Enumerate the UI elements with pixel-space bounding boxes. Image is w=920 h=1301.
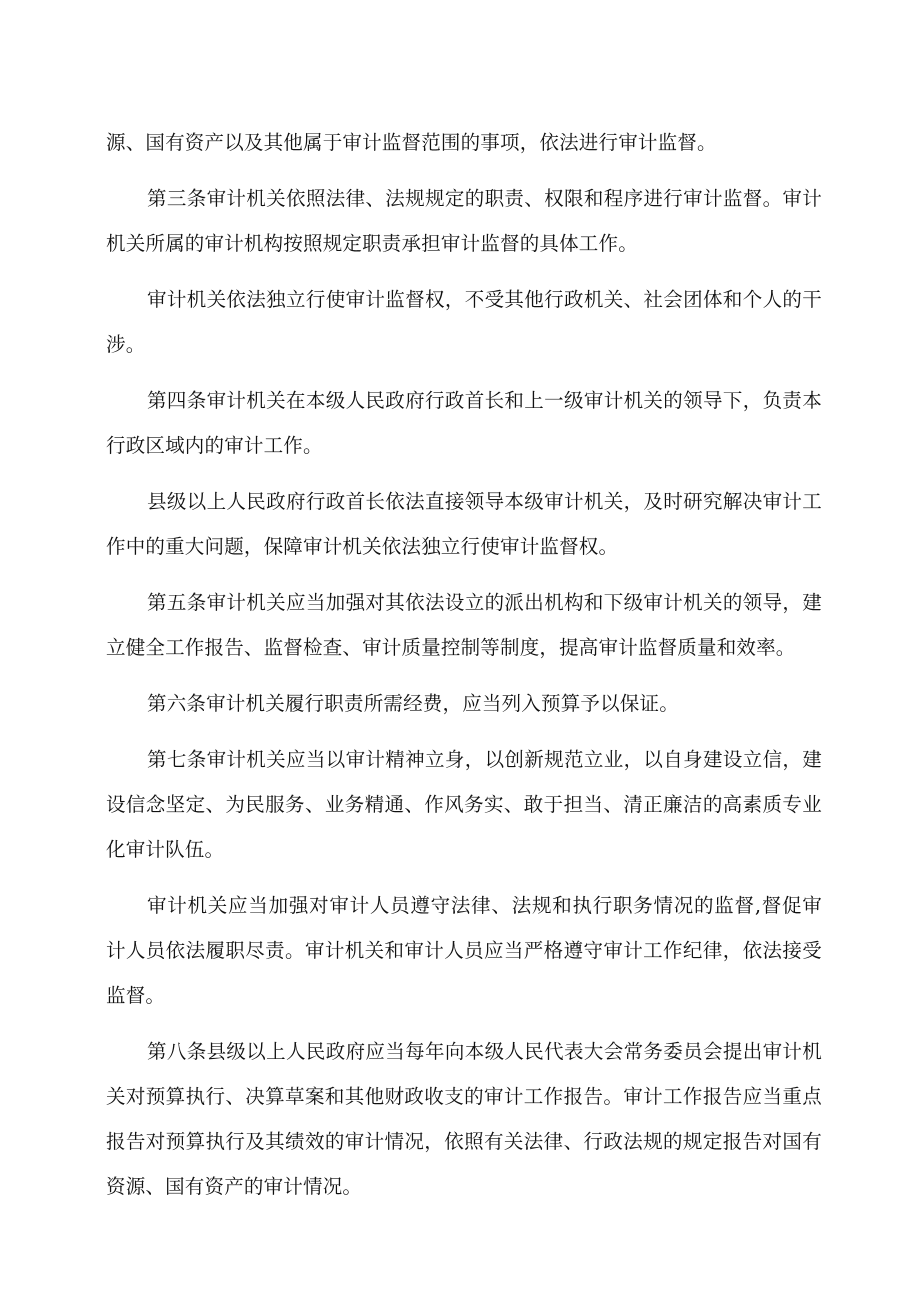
paragraph-article-4: 第四条审计机关在本级人民政府行政首长和上一级审计机关的领导下，负责本行政区域内的审计工作。 [106, 389, 822, 457]
paragraph-article-7: 第七条审计机关应当以审计精神立身，以创新规范立业，以自身建设立信，建设信念坚定、为民服务、业务精通、作风务实、敢于担当、清正廉洁的高素质专业化审计队伍。 [106, 748, 822, 861]
paragraph-article-3-independence: 审计机关依法独立行使审计监督权，不受其他行政机关、社会团体和个人的干涉。 [106, 288, 822, 356]
paragraph-article-6: 第六条审计机关履行职责所需经费，应当列入预算予以保证。 [147, 692, 679, 715]
paragraph-article-5: 第五条审计机关应当加强对其依法设立的派出机构和下级审计机关的领导，建立健全工作报告、监督检查、审计质量控制等制度，提高审计监督质量和效率。 [106, 591, 822, 659]
paragraph-article-7-supervision: 审计机关应当加强对审计人员遵守法律、法规和执行职务情况的监督,督促审计人员依法履职尽责。审计机关和审计人员应当严格遵守审计工作纪律，依法接受监督。 [106, 894, 822, 1007]
paragraph-article-3: 第三条审计机关依照法律、法规规定的职责、权限和程序进行审计监督。审计机关所属的审计机构按照规定职责承担审计监督的具体工作。 [106, 187, 822, 255]
paragraph-article-8: 第八条县级以上人民政府应当每年向本级人民代表大会常务委员会提出审计机关对预算执行、决算草案和其他财政收支的审计工作报告。审计工作报告应当重点报告对预算执行及其绩效的审计情况，依照有关法律、行政法规的规定报告对国有资源、国有资产的审计情况。 [106, 1040, 822, 1198]
document-body [106, 120, 822, 1220]
paragraph-article-4-leadership: 县级以上人民政府行政首长依法直接领导本级审计机关，及时研究解决审计工作中的重大问题，保障审计机关依法独立行使审计监督权。 [106, 490, 822, 558]
paragraph-continuation: 源、国有资产以及其他属于审计监督范围的事项，依法进行审计监督。 [106, 131, 717, 154]
